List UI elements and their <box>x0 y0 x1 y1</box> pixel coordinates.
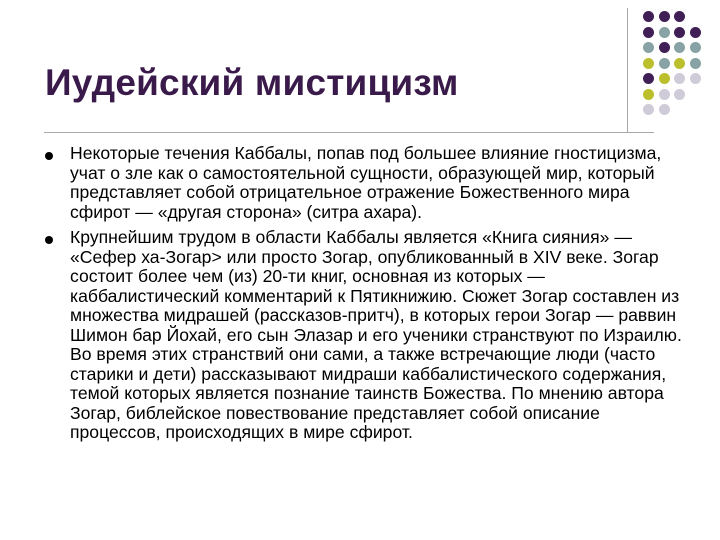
decorative-dot <box>659 73 670 84</box>
decorative-dot <box>643 11 654 22</box>
decorative-dot <box>643 27 654 38</box>
title-divider-horizontal <box>44 132 654 133</box>
decorative-dot <box>643 73 654 84</box>
bullet-text: Крупнейшим трудом в области Каббалы является «Книга сияния» — «Сефер ха-Зогар> или просто Зогар, опубликованный в XIV веке. Зогар состоит более чем (из) 20-ти книг, основная из которых — каббалистический комментарий к Пятикнижию. Сюжет Зогар составлен из множества мидрашей (рассказов-притч), в которых герои Зогар — раввин Шимон бар Йохай, его сын Элазар и его ученики странствуют по Израилю. Во время этих странствий они сами, а также встречающие люди (часто старики и дети) рассказывают мидраши каббалистического содержания, темой которых является познание таинств Божества. По мнению автора Зогар, библейское повествование представляет собой описание процессов, происходящих в мире сфирот. <box>70 227 682 442</box>
decorative-dot <box>659 58 670 69</box>
bullet-list <box>0 144 720 449</box>
decorative-dot <box>643 104 654 115</box>
decorative-dot <box>674 89 685 100</box>
decorative-dot <box>674 27 685 38</box>
decorative-dot <box>690 58 701 69</box>
decorative-dot-grid <box>643 11 720 131</box>
decorative-dot <box>674 11 685 22</box>
decorative-dot <box>643 42 654 53</box>
decorative-dot <box>659 104 670 115</box>
decorative-dot <box>690 73 701 84</box>
decorative-dot <box>674 42 685 53</box>
bullet-text: Некоторые течения Каббалы, попав под большее влияние гностицизма, учат о зле как о самостоятельной сущности, образующей мир, который представляет собой отрицательное отражение Божественного мира сфирот — «другая сторона» (ситра ахара). <box>70 143 662 222</box>
decorative-dot <box>659 42 670 53</box>
decorative-dot <box>659 89 670 100</box>
bullet-item <box>0 228 720 443</box>
decorative-dot <box>674 73 685 84</box>
decorative-dot <box>643 58 654 69</box>
bullet-icon <box>45 152 53 160</box>
decorative-dot <box>690 42 701 53</box>
bullet-item <box>0 144 720 222</box>
bullet-icon <box>45 236 53 244</box>
decorative-dot <box>690 27 701 38</box>
slide-title: Иудейский мистицизм <box>45 62 459 103</box>
decorative-dot <box>659 27 670 38</box>
decorative-dot <box>674 58 685 69</box>
decorative-dot <box>643 89 654 100</box>
decorative-dot <box>659 11 670 22</box>
title-divider-vertical <box>627 8 628 132</box>
